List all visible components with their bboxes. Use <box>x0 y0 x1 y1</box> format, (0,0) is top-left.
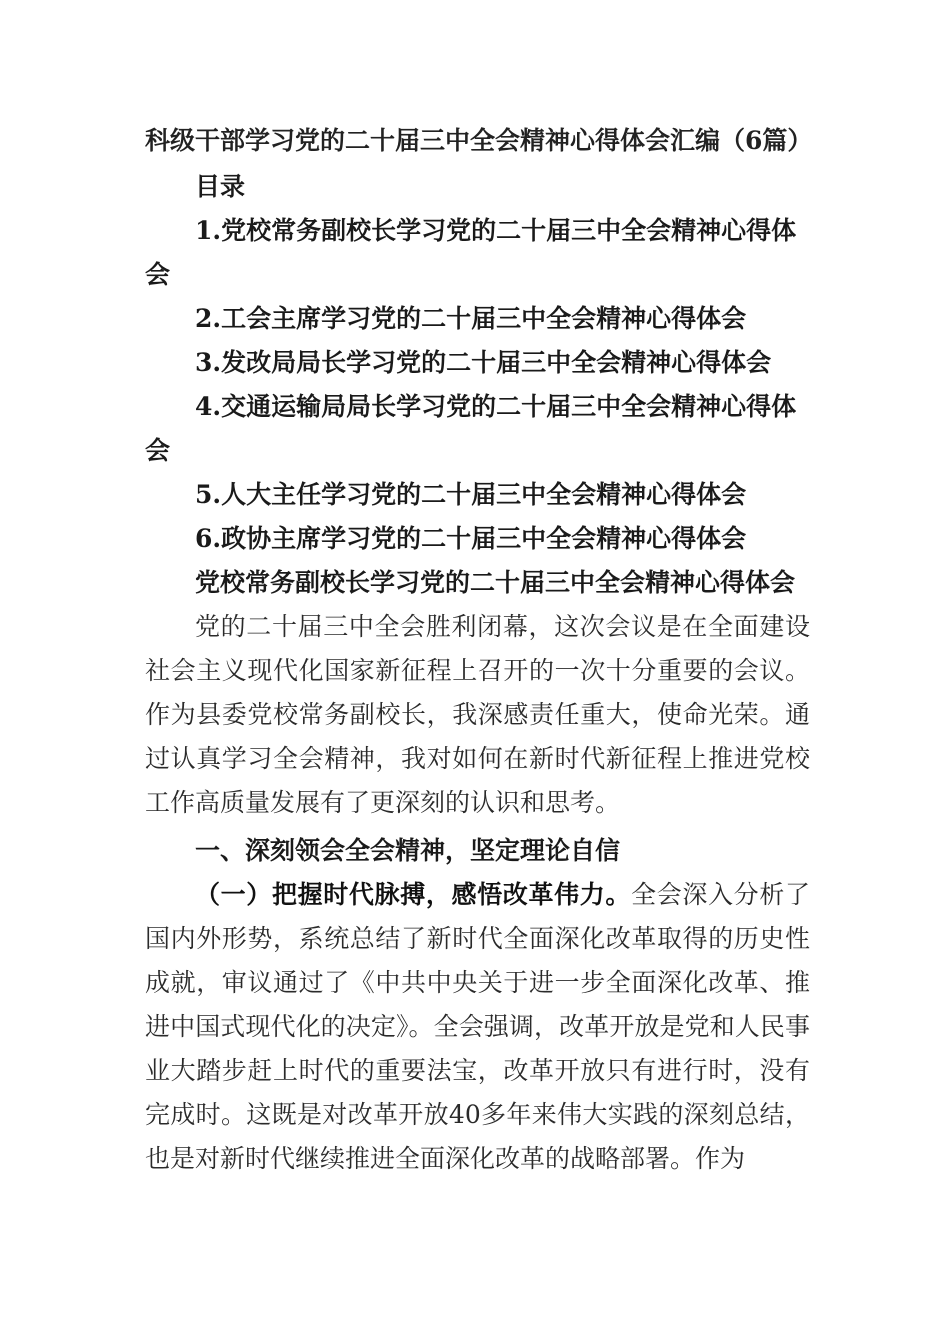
document-body <box>145 118 813 1181</box>
toc-item-6: 6.政协主席学习党的二十届三中全会精神心得体会 <box>195 524 747 553</box>
heading-level-1: 一、深刻领会全会精神，坚定理论自信 <box>195 836 621 865</box>
table-of-contents <box>145 209 810 561</box>
subsection-lead: （一）把握时代脉搏，感悟改革伟力。 <box>195 880 632 909</box>
toc-item-2: 2.工会主席学习党的二十届三中全会精神心得体会 <box>195 304 747 333</box>
subsection-body: 全会深入分析了国内外形势，系统总结了新时代全面深化改革取得的历史性成就，审议通过了《中共中央关于进一步全面深化改革、推进中国式现代化的决定》。全会强调，改革开放是党和人民事业大踏步赶上时代的重要法宝，改革开放只有进行时，没有完成时。这既是对改革开放40多年来伟大实践的深刻总结，也是对新时代继续推进全面深化改革的战略部署。作为 <box>145 880 810 1173</box>
document-title: 科级干部学习党的二十届三中全会精神心得体会汇编（6篇） <box>145 126 813 155</box>
toc-item-5: 5.人大主任学习党的二十届三中全会精神心得体会 <box>195 480 747 509</box>
section-title: 党校常务副校长学习党的二十届三中全会精神心得体会 <box>195 568 796 597</box>
intro-paragraph: 党的二十届三中全会胜利闭幕，这次会议是在全面建设社会主义现代化国家新征程上召开的一次十分重要的会议。作为县委党校常务副校长，我深感责任重大，使命光荣。通过认真学习全会精神，我对如何在新时代新征程上推进党校工作高质量发展有了更深刻的认识和思考。 <box>145 612 810 817</box>
toc-item-4: 4.交通运输局局长学习党的二十届三中全会精神心得体会 <box>145 392 797 465</box>
toc-item-3: 3.发改局局长学习党的二十届三中全会精神心得体会 <box>195 348 772 377</box>
toc-item-1: 1.党校常务副校长学习党的二十届三中全会精神心得体会 <box>145 216 797 289</box>
subsection-paragraph <box>145 873 810 1181</box>
toc-heading: 目录 <box>195 172 246 201</box>
